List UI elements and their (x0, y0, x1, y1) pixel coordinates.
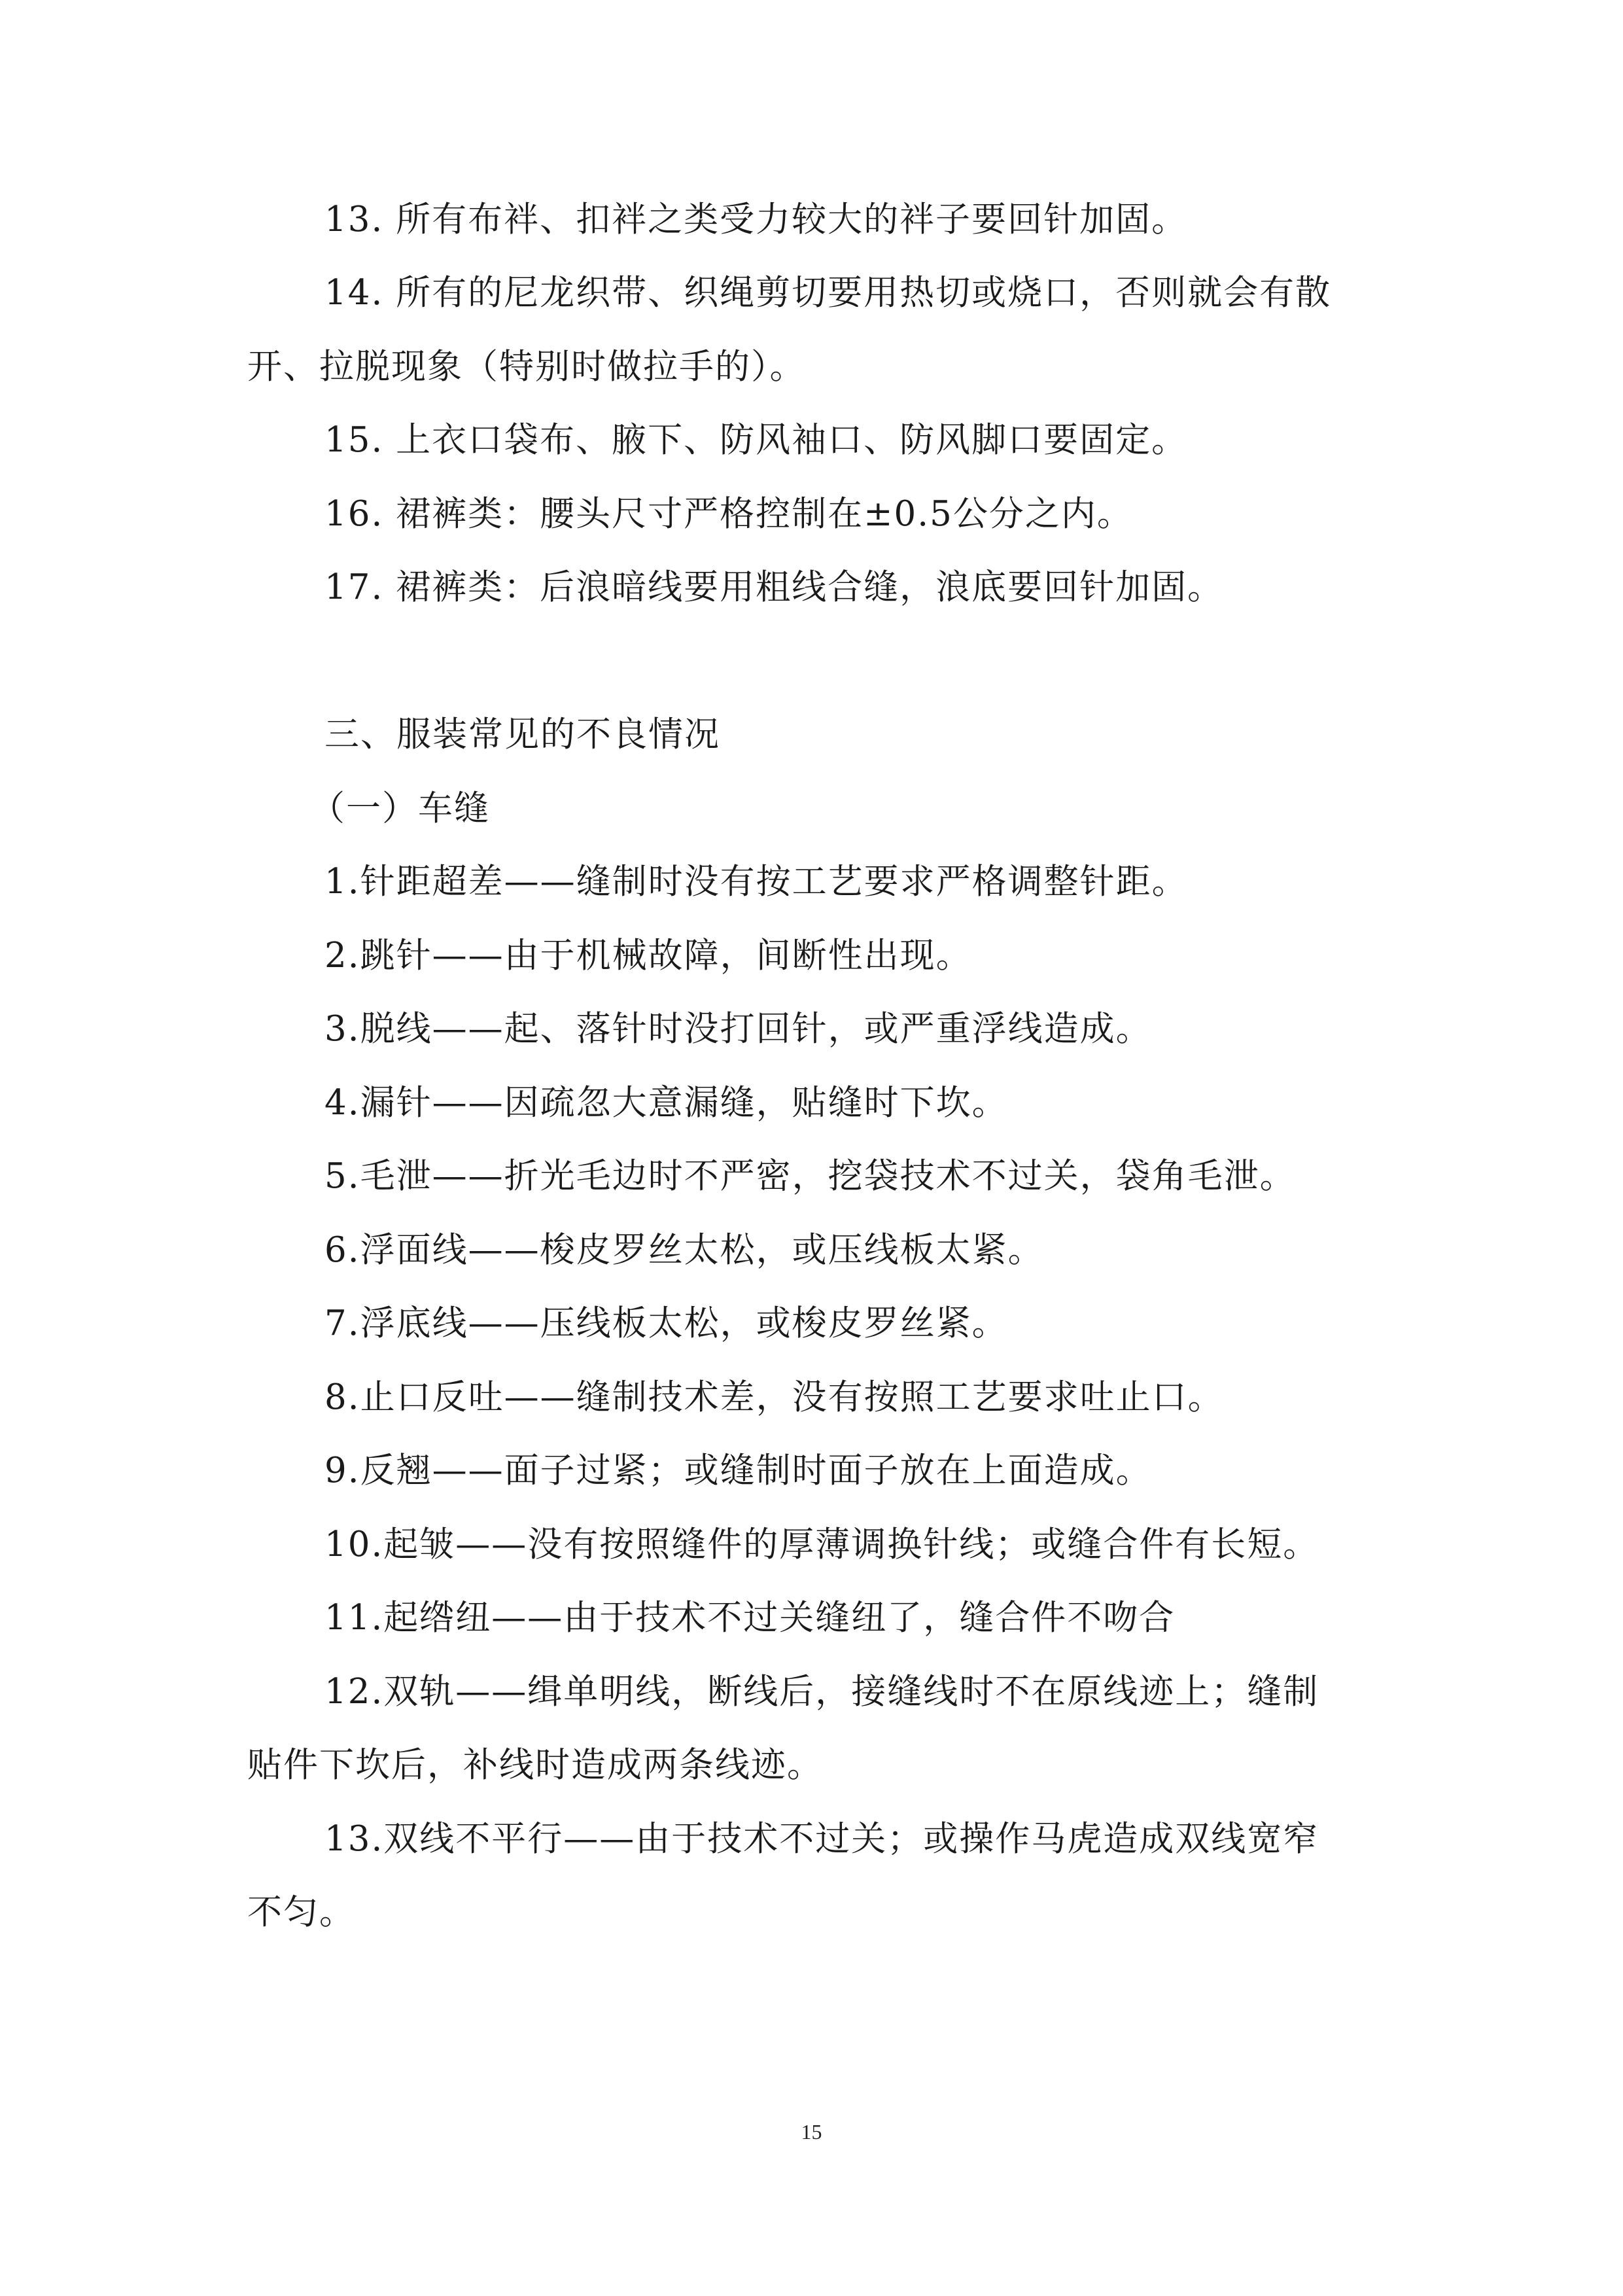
defect-item: 2.跳针——由于机械故障，间断性出现。 (324, 936, 972, 976)
defect-item: 9.反翘——面子过紧；或缝制时面子放在上面造成。 (324, 1451, 1152, 1491)
defect-item: 7.浮底线——压线板太松，或梭皮罗丝紧。 (324, 1303, 1008, 1343)
list-item-continuation: 开、拉脱现象（特别时做拉手的）。 (247, 347, 806, 387)
defect-item: 3.脱线——起、落针时没打回针，或严重浮线造成。 (324, 1009, 1152, 1049)
defect-item: 11.起绺纽——由于技术不过关缝纽了，缝合件不吻合 (324, 1598, 1176, 1638)
defect-item-continuation: 贴件下坎后，补线时造成两条线迹。 (247, 1745, 823, 1785)
list-item: 13. 所有布袢、扣袢之类受力较大的袢子要回针加固。 (324, 200, 1188, 239)
defect-item: 4.漏针——因疏忽大意漏缝，贴缝时下坎。 (324, 1083, 1008, 1123)
subsection-heading: （一）车缝 (310, 788, 490, 828)
section-heading: 三、服装常见的不良情况 (324, 715, 720, 754)
defect-item: 5.毛泄——折光毛边时不严密，挖袋技术不过关，袋角毛泄。 (324, 1156, 1296, 1196)
defect-item: 1.针距超差——缝制时没有按工艺要求严格调整针距。 (324, 862, 1188, 902)
defect-item: 6.浮面线——梭皮罗丝太松，或压线板太紧。 (324, 1230, 1044, 1270)
defect-item: 12.双轨——缉单明线，断线后，接缝线时不在原线迹上；缝制 (324, 1672, 1319, 1712)
list-item: 14. 所有的尼龙织带、织绳剪切要用热切或烧口，否则就会有散 (324, 273, 1332, 313)
defect-item-continuation: 不匀。 (247, 1892, 355, 1932)
list-item: 16. 裙裤类：腰头尺寸严格控制在±0.5公分之内。 (324, 494, 1133, 534)
list-item: 17. 裙裤类：后浪暗线要用粗线合缝，浪底要回针加固。 (324, 567, 1224, 607)
defect-item: 13.双线不平行——由于技术不过关；或操作马虎造成双线宽窄 (324, 1819, 1319, 1859)
defect-item: 8.止口反吐——缝制技术差，没有按照工艺要求吐止口。 (324, 1377, 1224, 1417)
page-number: 15 (801, 2120, 822, 2144)
list-item: 15. 上衣口袋布、腋下、防风袖口、防风脚口要固定。 (324, 420, 1188, 460)
defect-item: 10.起皱——没有按照缝件的厚薄调换针线；或缝合件有长短。 (324, 1525, 1319, 1564)
